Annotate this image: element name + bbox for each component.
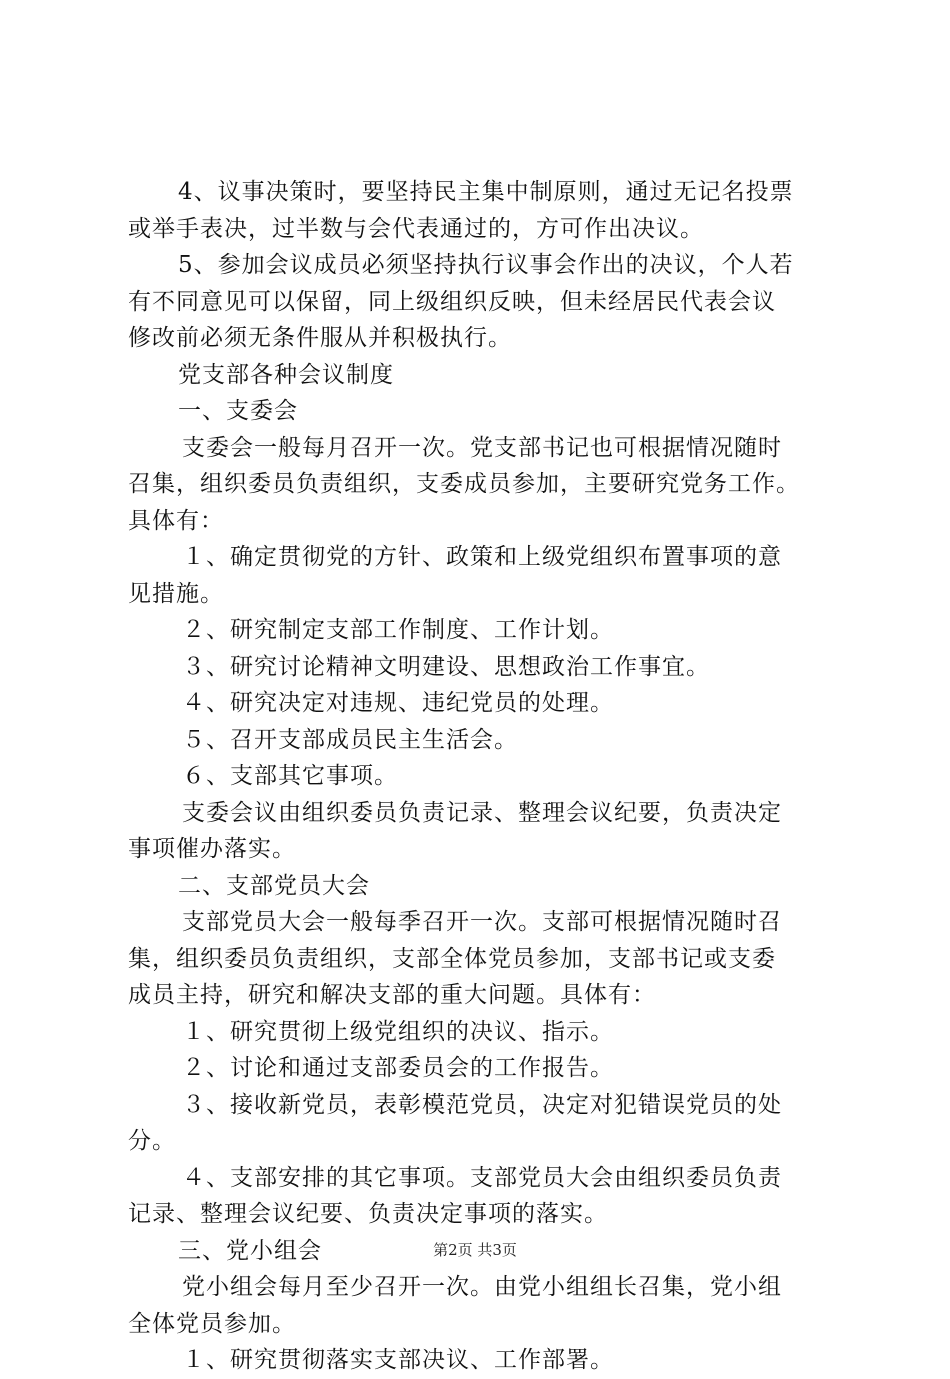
text-line: 成员主持，研究和解决支部的重大问题。具体有： bbox=[128, 982, 656, 1008]
text-line: 具体有： bbox=[128, 507, 224, 534]
text-line: ３、研究讨论精神文明建设、思想政治工作事宜。 bbox=[182, 653, 710, 680]
text-line: 党小组会每月至少召开一次。由党小组组长召集，党小组 bbox=[182, 1274, 782, 1300]
text-line: 事项催办落实。 bbox=[128, 836, 296, 862]
text-line: ５、召开支部成员民主生活会。 bbox=[182, 726, 518, 753]
text-line: 有不同意见可以保留，同上级组织反映，但未经居民代表会议 bbox=[128, 288, 776, 315]
text-line: ３、接收新党员，表彰模范党员，决定对犯错误党员的处 bbox=[182, 1091, 782, 1118]
text-line: １、确定贯彻党的方针、政策和上级党组织布置事项的意 bbox=[182, 544, 782, 570]
text-line: 修改前必须无条件服从并积极执行。 bbox=[128, 325, 512, 351]
text-line: ２、讨论和通过支部委员会的工作报告。 bbox=[182, 1055, 614, 1081]
page-footer: 第2页 共3页 bbox=[433, 1241, 517, 1259]
text-line: 支委会议由组织委员负责记录、整理会议纪要，负责决定 bbox=[182, 799, 782, 826]
text-line: 党支部各种会议制度 bbox=[178, 361, 394, 388]
text-line: 一、支委会 bbox=[178, 398, 298, 424]
text-line: 集，组织委员负责组织，支部全体党员参加，支部书记或支委 bbox=[128, 945, 776, 972]
text-line: 分。 bbox=[128, 1128, 176, 1154]
text-line: ４、研究决定对违规、违纪党员的处理。 bbox=[182, 690, 614, 716]
text-line: 4、议事决策时，要坚持民主集中制原则，通过无记名投票 bbox=[178, 179, 794, 205]
text-line: １、研究贯彻上级党组织的决议、指示。 bbox=[182, 1018, 614, 1045]
text-line: ４、支部安排的其它事项。支部党员大会由组织委员负责 bbox=[182, 1164, 782, 1191]
text-line: 见措施。 bbox=[128, 580, 224, 607]
text-line: 记录、整理会议纪要、负责决定事项的落实。 bbox=[128, 1201, 608, 1227]
text-line: １、研究贯彻落实支部决议、工作部署。 bbox=[182, 1347, 614, 1373]
text-line: ６、支部其它事项。 bbox=[182, 763, 398, 789]
text-line: 支委会一般每月召开一次。党支部书记也可根据情况随时 bbox=[182, 434, 782, 461]
text-line: 支部党员大会一般每季召开一次。支部可根据情况随时召 bbox=[182, 909, 782, 935]
text-line: 或举手表决，过半数与会代表通过的，方可作出决议。 bbox=[128, 215, 704, 242]
text-line: 召集，组织委员负责组织，支委成员参加，主要研究党务工作。 bbox=[128, 471, 800, 497]
text-line: ２、研究制定支部工作制度、工作计划。 bbox=[182, 617, 614, 643]
text-line: 全体党员参加。 bbox=[128, 1310, 296, 1337]
text-line: 三、党小组会 bbox=[178, 1237, 322, 1264]
document-body bbox=[128, 174, 840, 1379]
text-line: 二、支部党员大会 bbox=[178, 872, 370, 899]
text-line: 5、参加会议成员必须坚持执行议事会作出的决议，个人若 bbox=[178, 252, 794, 278]
